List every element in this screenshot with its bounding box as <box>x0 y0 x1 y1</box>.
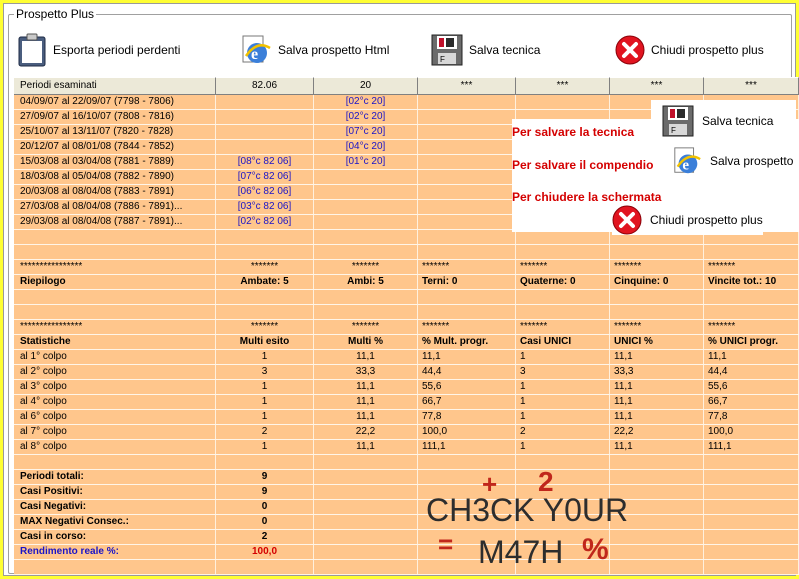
table-cell: ******* <box>704 320 799 334</box>
empty-row[interactable] <box>14 245 799 260</box>
table-cell <box>14 290 216 304</box>
column-header[interactable]: 82.06 <box>216 77 314 94</box>
table-cell: al 4° colpo <box>14 395 216 409</box>
table-cell: **************** <box>14 260 216 274</box>
empty-row[interactable] <box>14 305 799 320</box>
table-cell: 66,7 <box>418 395 516 409</box>
overlay-save-tech-label: Salva tecnica <box>702 114 774 128</box>
table-cell <box>704 245 799 259</box>
overlay-close-button[interactable] <box>612 205 763 235</box>
table-cell: 11,1 <box>610 410 704 424</box>
table-cell: 1 <box>216 380 314 394</box>
table-cell <box>216 140 314 154</box>
table-cell <box>516 230 610 244</box>
close-icon <box>615 35 645 65</box>
column-header[interactable]: *** <box>418 77 516 94</box>
table-cell: 11,1 <box>610 395 704 409</box>
ie-html-icon <box>672 146 702 176</box>
table-cell: 11,1 <box>314 410 418 424</box>
table-cell: [07°c 82 06] <box>216 170 314 184</box>
table-cell: 11,1 <box>610 440 704 454</box>
stats-row[interactable] <box>14 425 799 440</box>
table-cell <box>216 110 314 124</box>
table-cell <box>14 230 216 244</box>
table-cell <box>418 200 516 214</box>
table-cell: Quaterne: 0 <box>516 275 610 289</box>
table-cell: ******* <box>704 260 799 274</box>
table-cell: 66,7 <box>704 395 799 409</box>
table-cell: Statistiche <box>14 335 216 349</box>
table-cell: 9 <box>216 470 314 484</box>
column-header[interactable]: *** <box>516 77 610 94</box>
watermark-line2: M47H <box>478 534 564 570</box>
table-cell: Rendimento reale %: <box>14 545 216 559</box>
table-cell <box>314 470 418 484</box>
table-cell: 0 <box>216 500 314 514</box>
table-cell: 15/03/08 al 03/04/08 (7881 - 7889) <box>14 155 216 169</box>
table-cell: 11,1 <box>314 440 418 454</box>
table-cell <box>610 245 704 259</box>
table-cell <box>704 560 799 574</box>
close-label: Chiudi prospetto plus <box>651 43 764 57</box>
table-cell <box>314 245 418 259</box>
table-cell: al 3° colpo <box>14 380 216 394</box>
table-cell: al 1° colpo <box>14 350 216 364</box>
table-cell <box>314 530 418 544</box>
empty-row[interactable] <box>14 290 799 305</box>
table-cell: 1 <box>516 440 610 454</box>
table-cell: al 2° colpo <box>14 365 216 379</box>
table-cell <box>14 245 216 259</box>
table-cell <box>418 230 516 244</box>
table-cell: 11,1 <box>314 380 418 394</box>
table-cell: 22,2 <box>610 425 704 439</box>
svg-text:e: e <box>682 157 689 174</box>
watermark-pct: % <box>582 533 609 566</box>
table-cell: 9 <box>216 485 314 499</box>
table-cell <box>314 545 418 559</box>
table-cell: ******* <box>314 260 418 274</box>
table-cell: 11,1 <box>610 350 704 364</box>
window-title: Prospetto Plus <box>16 7 95 21</box>
table-cell <box>314 185 418 199</box>
export-label: Esporta periodi perdenti <box>53 43 181 57</box>
table-cell: [03°c 82 06] <box>216 200 314 214</box>
check-your-math-watermark <box>426 463 646 575</box>
ie-html-icon <box>240 34 272 66</box>
table-cell: 1 <box>216 395 314 409</box>
table-cell: 11,1 <box>704 350 799 364</box>
table-cell <box>216 455 314 469</box>
table-cell <box>418 95 516 109</box>
table-cell <box>314 500 418 514</box>
table-cell <box>216 290 314 304</box>
table-cell <box>704 515 799 529</box>
table-cell: al 7° colpo <box>14 425 216 439</box>
table-cell: ******* <box>516 260 610 274</box>
table-cell <box>704 455 799 469</box>
summary-row[interactable] <box>14 275 799 290</box>
table-cell <box>314 515 418 529</box>
table-cell <box>610 305 704 319</box>
grid-header <box>14 77 799 95</box>
watermark-line1: CH3CK Y0UR <box>426 492 629 528</box>
table-cell: 1 <box>516 350 610 364</box>
table-cell: 1 <box>216 410 314 424</box>
totals-row[interactable] <box>14 470 799 485</box>
table-cell: 11,1 <box>314 395 418 409</box>
table-cell <box>704 485 799 499</box>
table-cell: Terni: 0 <box>418 275 516 289</box>
empty-row[interactable] <box>14 455 799 470</box>
save-tech-label: Salva tecnica <box>469 43 541 57</box>
stats-row[interactable] <box>14 440 799 455</box>
table-cell <box>418 185 516 199</box>
table-cell <box>704 500 799 514</box>
table-cell: [02°c 20] <box>314 110 418 124</box>
table-cell: 77,8 <box>418 410 516 424</box>
table-cell: ******* <box>216 320 314 334</box>
table-cell <box>704 470 799 484</box>
rendimento-row[interactable] <box>14 545 799 560</box>
table-cell: Casi in corso: <box>14 530 216 544</box>
table-cell: 11,1 <box>610 380 704 394</box>
watermark-two: 2 <box>538 466 554 497</box>
table-cell <box>516 245 610 259</box>
table-cell <box>418 155 516 169</box>
table-cell: 22,2 <box>314 425 418 439</box>
table-cell: Vincite tot.: 10 <box>704 275 799 289</box>
table-cell: ******* <box>418 260 516 274</box>
table-cell: 25/10/07 al 13/11/07 (7820 - 7828) <box>14 125 216 139</box>
table-cell: 27/09/07 al 16/10/07 (7808 - 7816) <box>14 110 216 124</box>
table-cell: ******* <box>314 320 418 334</box>
table-cell: 44,4 <box>704 365 799 379</box>
table-cell: 3 <box>516 365 610 379</box>
table-cell <box>14 455 216 469</box>
table-cell: ******* <box>418 320 516 334</box>
overlay-save-prospect-label: Salva prospetto <box>710 154 794 168</box>
table-cell: 100,0 <box>704 425 799 439</box>
table-cell <box>216 305 314 319</box>
floppy-disk-icon <box>662 105 694 137</box>
table-cell: ******* <box>516 320 610 334</box>
table-cell: Casi Positivi: <box>14 485 216 499</box>
table-cell <box>14 560 216 574</box>
save-tech-button[interactable] <box>431 33 540 67</box>
table-cell: Casi UNICI <box>516 335 610 349</box>
empty-row[interactable] <box>14 560 799 575</box>
totals-row[interactable] <box>14 485 799 500</box>
table-cell: 100,0 <box>216 545 314 559</box>
totals-row[interactable] <box>14 515 799 530</box>
table-cell: Multi % <box>314 335 418 349</box>
save-html-button[interactable] <box>240 33 389 67</box>
table-cell: 11,1 <box>418 350 516 364</box>
hint-close: Per chiudere la schermata <box>512 190 662 204</box>
table-cell: al 8° colpo <box>14 440 216 454</box>
table-cell <box>314 170 418 184</box>
table-cell <box>216 125 314 139</box>
table-cell <box>314 230 418 244</box>
table-cell: [01°c 20] <box>314 155 418 169</box>
stats-row[interactable] <box>14 365 799 380</box>
table-cell <box>314 305 418 319</box>
table-cell: 55,6 <box>418 380 516 394</box>
table-cell: Casi Negativi: <box>14 500 216 514</box>
table-cell: 27/03/08 al 08/04/08 (7886 - 7891)... <box>14 200 216 214</box>
overlay-close-label: Chiudi prospetto plus <box>650 213 763 227</box>
table-cell: 1 <box>516 380 610 394</box>
table-cell <box>418 245 516 259</box>
table-cell <box>314 485 418 499</box>
close-prospect-button[interactable] <box>615 33 764 67</box>
table-cell: Ambi: 5 <box>314 275 418 289</box>
watermark-eq: = <box>438 529 454 559</box>
table-cell: 04/09/07 al 22/09/07 (7798 - 7806) <box>14 95 216 109</box>
stats-header-row[interactable] <box>14 335 799 350</box>
save-html-label: Salva prospetto Html <box>278 43 390 57</box>
table-cell: [02°c 82 06] <box>216 215 314 229</box>
column-header[interactable]: 20 <box>314 77 418 94</box>
table-cell: 111,1 <box>704 440 799 454</box>
stats-row[interactable] <box>14 380 799 395</box>
table-cell: 33,3 <box>314 365 418 379</box>
table-cell: Periodi totali: <box>14 470 216 484</box>
table-cell: [07°c 20] <box>314 125 418 139</box>
table-cell: 1 <box>216 350 314 364</box>
table-cell <box>216 95 314 109</box>
table-cell <box>418 125 516 139</box>
svg-text:F: F <box>440 55 445 64</box>
table-cell: 2 <box>516 425 610 439</box>
table-cell: Ambate: 5 <box>216 275 314 289</box>
table-cell: 2 <box>216 425 314 439</box>
close-icon <box>612 205 642 235</box>
table-cell: 1 <box>516 395 610 409</box>
table-cell: al 6° colpo <box>14 410 216 424</box>
table-cell <box>418 140 516 154</box>
table-cell <box>314 560 418 574</box>
table-cell: 1 <box>516 410 610 424</box>
floppy-disk-icon <box>431 34 463 66</box>
stats-row[interactable] <box>14 350 799 365</box>
overlay-save-prospect-button[interactable] <box>672 146 793 176</box>
table-cell: [02°c 20] <box>314 95 418 109</box>
table-cell <box>314 200 418 214</box>
table-cell: **************** <box>14 320 216 334</box>
table-cell: Riepilogo <box>14 275 216 289</box>
table-cell: 29/03/08 al 08/04/08 (7887 - 7891)... <box>14 215 216 229</box>
table-cell: 20/12/07 al 08/01/08 (7844 - 7852) <box>14 140 216 154</box>
table-cell <box>418 110 516 124</box>
table-cell: 77,8 <box>704 410 799 424</box>
table-cell: 20/03/08 al 08/04/08 (7883 - 7891) <box>14 185 216 199</box>
table-cell: MAX Negativi Consec.: <box>14 515 216 529</box>
svg-text:e: e <box>251 46 259 63</box>
table-cell: Multi esito <box>216 335 314 349</box>
stats-row[interactable] <box>14 395 799 410</box>
separator-row[interactable] <box>14 260 799 275</box>
table-cell <box>14 305 216 319</box>
table-cell: 100,0 <box>418 425 516 439</box>
table-cell <box>516 95 610 109</box>
table-cell <box>418 170 516 184</box>
table-cell: UNICI % <box>610 335 704 349</box>
table-cell: 33,3 <box>610 365 704 379</box>
table-cell <box>418 290 516 304</box>
table-cell <box>704 530 799 544</box>
table-cell: 1 <box>216 440 314 454</box>
table-cell: 111,1 <box>418 440 516 454</box>
table-cell: 55,6 <box>704 380 799 394</box>
totals-row[interactable] <box>14 500 799 515</box>
table-cell: 2 <box>216 530 314 544</box>
column-header[interactable]: *** <box>610 77 704 94</box>
table-cell <box>418 215 516 229</box>
clipboard-icon <box>17 33 47 67</box>
table-cell: 18/03/08 al 05/04/08 (7882 - 7890) <box>14 170 216 184</box>
column-header[interactable]: *** <box>704 77 799 94</box>
table-cell <box>314 455 418 469</box>
table-cell: Cinquine: 0 <box>610 275 704 289</box>
table-cell <box>418 305 516 319</box>
stats-row[interactable] <box>14 410 799 425</box>
table-cell: ******* <box>216 260 314 274</box>
totals-row[interactable] <box>14 530 799 545</box>
table-cell <box>216 230 314 244</box>
table-cell <box>704 305 799 319</box>
table-cell <box>516 305 610 319</box>
column-header[interactable]: Periodi esaminati <box>14 77 216 94</box>
table-cell <box>216 560 314 574</box>
table-cell <box>314 215 418 229</box>
table-cell: 11,1 <box>314 350 418 364</box>
table-cell: [08°c 82 06] <box>216 155 314 169</box>
separator-row[interactable] <box>14 320 799 335</box>
hint-save-comp: Per salvare il compendio <box>512 158 654 172</box>
table-cell: ******* <box>610 260 704 274</box>
table-cell <box>216 245 314 259</box>
table-cell <box>314 290 418 304</box>
table-cell: 3 <box>216 365 314 379</box>
watermark-plus: + <box>482 469 498 499</box>
svg-text:F: F <box>671 126 676 135</box>
table-cell <box>610 290 704 304</box>
table-cell: [06°c 82 06] <box>216 185 314 199</box>
table-cell: 44,4 <box>418 365 516 379</box>
table-cell: 0 <box>216 515 314 529</box>
table-cell: ******* <box>610 320 704 334</box>
table-cell <box>704 290 799 304</box>
overlay-save-tech-button[interactable] <box>662 105 773 137</box>
table-cell: [04°c 20] <box>314 140 418 154</box>
export-losing-periods-button[interactable] <box>17 33 180 67</box>
table-cell <box>516 290 610 304</box>
table-cell <box>704 545 799 559</box>
table-cell: % Mult. progr. <box>418 335 516 349</box>
table-cell: % UNICI progr. <box>704 335 799 349</box>
hint-save-tech: Per salvare la tecnica <box>512 125 635 139</box>
